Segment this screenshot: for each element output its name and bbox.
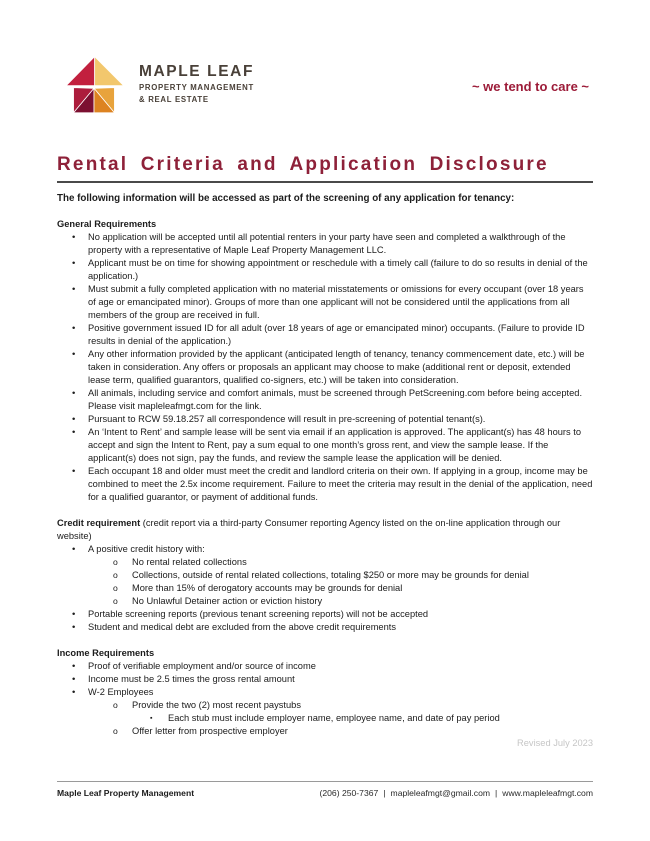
bullet-item [57,608,593,621]
house-logo-icon [61,53,127,117]
section-heading: Credit requirement (credit report via a third-party Consumer reporting Agency listed on the on-line application through our website) [57,518,561,541]
footer-contact-info [320,788,593,798]
bullet-text: No Unlawful Detainer action or eviction history [132,596,323,606]
bullet-item [57,231,593,257]
footer-separator: | [495,788,498,798]
bullet-item [57,712,593,725]
bullet-item [57,660,593,673]
footer-separator: | [383,788,386,798]
bullet-text: Each occupant 18 and older must meet the credit and landlord criteria on their own. If applying in a group, income may be combined to meet the 2.5x income requirement. Failure to meet the criteria may result in the denial of the application, need for a qualified guarantor, or payment of additional funds. [88,466,593,502]
bullet-item [57,686,593,699]
bullet-text: Provide the two (2) most recent paystubs [132,700,301,710]
bullet-item [57,595,593,608]
document-section [57,647,593,738]
bullet-text: Collections, outside of rental related collections, totaling $250 or more may be grounds for denial [132,570,529,580]
disc-bullet-icon: • [72,284,76,295]
bullet-text: No application will be accepted until all potential renters in your party have seen and completed a walkthrough of the property with a representative of Maple Leaf Property Management LLC. [88,232,566,255]
bullet-text: Applicant must be on time for showing appointment or reschedule with a timely call (failure to do so results in denial of the application.) [88,258,588,281]
disc-bullet-icon: • [72,258,76,269]
bullet-item [57,465,593,504]
brand-subtitle-1: PROPERTY MANAGEMENT [139,83,254,92]
bullet-text: No rental related collections [132,557,247,567]
disc-bullet-icon: • [72,609,76,620]
circle-bullet-icon: o [113,583,118,593]
brand-subtitle-2: & REAL ESTATE [139,95,209,104]
bullet-text: More than 15% of derogatory accounts may be grounds for denial [132,583,403,593]
disc-bullet-icon: • [72,414,76,425]
footer-email: mapleleafmgt@gmail.com [390,788,491,798]
section-heading: General Requirements [57,219,157,229]
bullet-text: W-2 Employees [88,687,154,697]
disc-bullet-icon: • [72,661,76,672]
bullet-item [57,322,593,348]
disc-bullet-icon: • [72,674,76,685]
document-body [57,218,593,738]
bullet-text: Pursuant to RCW 59.18.257 all correspondence will result in pre-screening of potential tenant(s). [88,414,486,424]
bullet-item [57,283,593,322]
bullet-item [57,413,593,426]
bullet-item [57,621,593,634]
document-section [57,218,593,504]
circle-bullet-icon: o [113,570,118,580]
bullet-text: All animals, including service and comfort animals, must be screened through PetScreening.com before being accepted. Please visit mapleleafmgt.com for the link. [88,388,583,411]
bullet-item [57,543,593,556]
brand-text [139,63,254,105]
roof-left-shape [66,57,94,86]
bullet-item [57,257,593,283]
disc-bullet-icon: • [72,323,76,334]
disc-bullet-icon: • [72,232,76,243]
disc-bullet-icon: • [72,687,76,698]
brand-name: MAPLE LEAF [139,63,255,80]
bullet-text: Each stub must include employer name, employee name, and date of pay period [168,713,500,723]
bullet-item [57,426,593,465]
bullet-text: Income must be 2.5 times the gross rental amount [88,674,295,684]
document-section [57,517,593,634]
bullet-item [57,556,593,569]
bullet-text: Positive government issued ID for all adult (over 18 years of age or emancipated minor) occupants. (Failure to provide ID results in denial of the application.) [88,323,585,346]
bullet-item [57,387,593,413]
title-rule [57,181,593,183]
disc-bullet-icon: • [72,427,76,438]
disc-bullet-icon: • [72,622,76,633]
footer-phone: (206) 250-7367 [319,788,379,798]
disc-bullet-icon: • [72,388,76,399]
document-header [57,53,593,117]
bullet-text: Portable screening reports (previous tenant screening reports) will not be accepted [88,609,429,619]
company-tagline: ~ we tend to care ~ [471,79,589,94]
company-logo [57,53,254,117]
bullet-text: Student and medical debt are excluded from the above credit requirements [88,622,397,632]
footer-rule [57,781,593,782]
disc-bullet-icon: • [72,466,76,477]
bullet-item [57,569,593,582]
bullet-text: Proof of verifiable employment and/or source of income [88,661,316,671]
bullet-item [57,699,593,712]
bullet-text: A positive credit history with: [88,544,205,554]
bullet-text: Must submit a fully completed application with no material misstatements or omissions for every occupant (over 18 years of age or emancipated minor). Groups of more than one applicant will not be considered until the applications from all members of the group are received in full. [88,284,584,320]
circle-bullet-icon: o [113,557,118,567]
bullet-text: Offer letter from prospective employer [132,726,288,736]
disc-bullet-icon: • [72,349,76,360]
bullet-text: Any other information provided by the applicant (anticipated length of tenancy, tenancy commencement date, etc.) will be taken in consideration. Any offers or proposals an applicant may choose to make (additional rent or deposit, extended lease term, qualified guarantors, qualified co-signers, etc.) will be taken into consideration. [88,349,585,385]
circle-bullet-icon: o [113,700,118,710]
bullet-item [57,673,593,686]
page-title: Rental Criteria and Application Disclosure [57,154,549,175]
bullet-item [57,582,593,595]
circle-bullet-icon: o [113,596,118,606]
page-footer [57,781,593,798]
disc-bullet-icon: • [72,544,76,555]
footer-company-name: Maple Leaf Property Management [57,788,195,798]
roof-right-shape [95,57,124,86]
intro-statement: The following information will be accessed as part of the screening of any application for tenancy: [57,193,515,204]
footer-website: www.mapleleafmgt.com [502,788,593,798]
revision-date: Revised July 2023 [517,738,593,748]
circle-bullet-icon: o [113,726,118,736]
bullet-item [57,725,593,738]
section-heading: Income Requirements [57,648,155,658]
square-bullet-icon: ▪ [150,715,153,722]
bullet-text: An ‘Intent to Rent’ and sample lease will be sent via email if an application is approved. The applicant(s) has 48 hours to accept and sign the Intent to Rent, pay a sum equal to one month’s gross rent, and view the sample lease. If the applicant(s) does not sign, pay the funds, and review the sample lease the application will be denied. [88,427,582,463]
bullet-item [57,348,593,387]
